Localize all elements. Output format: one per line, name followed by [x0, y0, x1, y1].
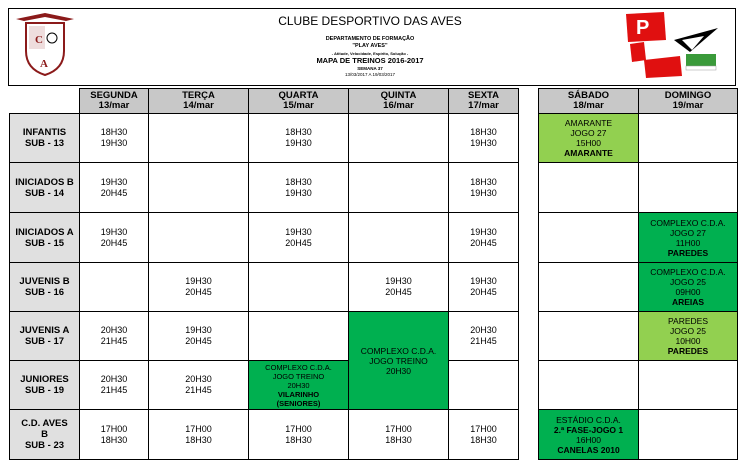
session-cell: 17H00 18H30	[149, 410, 249, 460]
table-row	[539, 114, 738, 163]
empty-cell	[149, 163, 249, 213]
table-row	[539, 213, 738, 263]
table-row	[10, 263, 519, 312]
event-cell-paredes: COMPLEXO C.D.A. JOGO 27 11H00 PAREDES	[639, 213, 738, 263]
table-row	[539, 163, 738, 213]
empty-cell	[80, 263, 149, 312]
session-cell: 20H30 21H45	[449, 312, 519, 361]
day-header-monday: SEGUNDA 13/mar	[80, 89, 149, 114]
row-label-juvenis-a: JUVENIS A SUB - 17	[10, 312, 80, 361]
empty-cell	[639, 361, 738, 410]
table-row	[10, 312, 519, 361]
day-header-saturday: SÁBADO 18/mar	[539, 89, 639, 114]
event-cell-friendly-vilarinho: COMPLEXO C.D.A. JOGO TREINO 20H30 VILARINHO (SENIORES)	[249, 361, 349, 410]
department-text	[230, 36, 510, 57]
table-row	[10, 114, 519, 163]
row-label-infantis: INFANTIS SUB - 13	[10, 114, 80, 163]
event-cell-amarante: AMARANTE JOGO 27 15H00 AMARANTE	[539, 114, 639, 163]
session-cell: 19H30 20H45	[80, 213, 149, 263]
session-cell: 17H00 18H30	[349, 410, 449, 460]
day-header-tuesday: TERÇA 14/mar	[149, 89, 249, 114]
session-cell: 20H30 21H45	[80, 361, 149, 410]
row-label-iniciados-b: INICIADOS B SUB - 14	[10, 163, 80, 213]
empty-cell	[249, 263, 349, 312]
weekend-schedule-table	[538, 88, 738, 460]
svg-text:C: C	[35, 34, 43, 46]
row-label-juvenis-b: JUVENIS B SUB - 16	[10, 263, 80, 312]
session-cell: 19H30 20H45	[149, 312, 249, 361]
day-header-wednesday: QUARTA 15/mar	[249, 89, 349, 114]
empty-cell	[349, 114, 449, 163]
session-cell: 17H00 18H30	[449, 410, 519, 460]
empty-cell	[449, 361, 519, 410]
day-header-row	[10, 89, 519, 114]
event-cell-paredes-away: PAREDES JOGO 25 10H00 PAREDES	[639, 312, 738, 361]
empty-cell	[539, 361, 639, 410]
session-cell: 17H00 18H30	[80, 410, 149, 460]
empty-cell	[539, 312, 639, 361]
weekday-schedule-table	[9, 88, 519, 460]
svg-text:A: A	[40, 58, 48, 70]
program-line: "PLAY AVES"	[352, 43, 388, 49]
day-header-friday: SEXTA 17/mar	[449, 89, 519, 114]
table-row	[539, 410, 738, 460]
empty-cell	[349, 163, 449, 213]
row-label-juniores: JUNIORES SUB - 19	[10, 361, 80, 410]
session-cell: 20H30 21H45	[80, 312, 149, 361]
session-cell: 19H30 20H45	[449, 263, 519, 312]
empty-cell	[249, 312, 349, 361]
values-line: - Atitude, Velocidade, Espírito, Solução -	[331, 51, 409, 56]
empty-cell	[149, 114, 249, 163]
table-row	[10, 410, 519, 460]
table-row	[539, 312, 738, 361]
event-cell-friendly-match: COMPLEXO C.D.A. JOGO TREINO 20H30	[349, 312, 449, 410]
session-cell: 19H30 20H45	[249, 213, 349, 263]
event-cell-areias: COMPLEXO C.D.A. JOGO 25 09H00 AREIAS	[639, 263, 738, 312]
empty-cell	[639, 114, 738, 163]
session-cell: 19H30 20H45	[449, 213, 519, 263]
session-cell: 18H30 19H30	[449, 114, 519, 163]
day-header-thursday: QUINTA 16/mar	[349, 89, 449, 114]
week-dates: 13/03/2017 A 19/03/2017	[344, 72, 396, 77]
session-cell: 18H30 19H30	[249, 114, 349, 163]
club-title: CLUBE DESPORTIVO DAS AVES	[278, 14, 462, 28]
empty-cell	[149, 213, 249, 263]
session-cell: 17H00 18H30	[249, 410, 349, 460]
empty-cell	[639, 163, 738, 213]
svg-text:P: P	[636, 17, 650, 39]
day-header-sunday: DOMINGO 19/mar	[639, 89, 738, 114]
table-row	[10, 163, 519, 213]
week-label: SEMANA 37	[357, 66, 383, 71]
event-cell-canelas: ESTÁDIO C.D.A. 2.ª FASE-JOGO 1 16H00 CANELAS 2010	[539, 410, 639, 460]
session-cell: 18H30 19H30	[249, 163, 349, 213]
empty-cell	[539, 263, 639, 312]
session-cell: 18H30 19H30	[449, 163, 519, 213]
day-header-row	[539, 89, 738, 114]
session-cell: 20H30 21H45	[149, 361, 249, 410]
table-row	[539, 361, 738, 410]
empty-cell	[639, 410, 738, 460]
empty-cell	[539, 213, 639, 263]
corner-cell	[10, 89, 80, 114]
session-cell: 18H30 19H30	[80, 114, 149, 163]
session-cell: 19H30 20H45	[80, 163, 149, 213]
play-aves-logo	[620, 10, 720, 80]
empty-cell	[539, 163, 639, 213]
session-cell: 19H30 20H45	[349, 263, 449, 312]
club-crest-logo	[14, 11, 76, 77]
empty-cell	[349, 213, 449, 263]
row-label-cd-aves-b: C.D. AVES B SUB - 23	[10, 410, 80, 460]
session-cell: 19H30 20H45	[149, 263, 249, 312]
table-row	[539, 263, 738, 312]
row-label-iniciados-a: INICIADOS A SUB - 15	[10, 213, 80, 263]
map-title: MAPA DE TREINOS 2016-2017	[316, 56, 424, 65]
table-row	[10, 213, 519, 263]
department-line: DEPARTAMENTO DE FORMAÇÃO	[325, 36, 415, 42]
